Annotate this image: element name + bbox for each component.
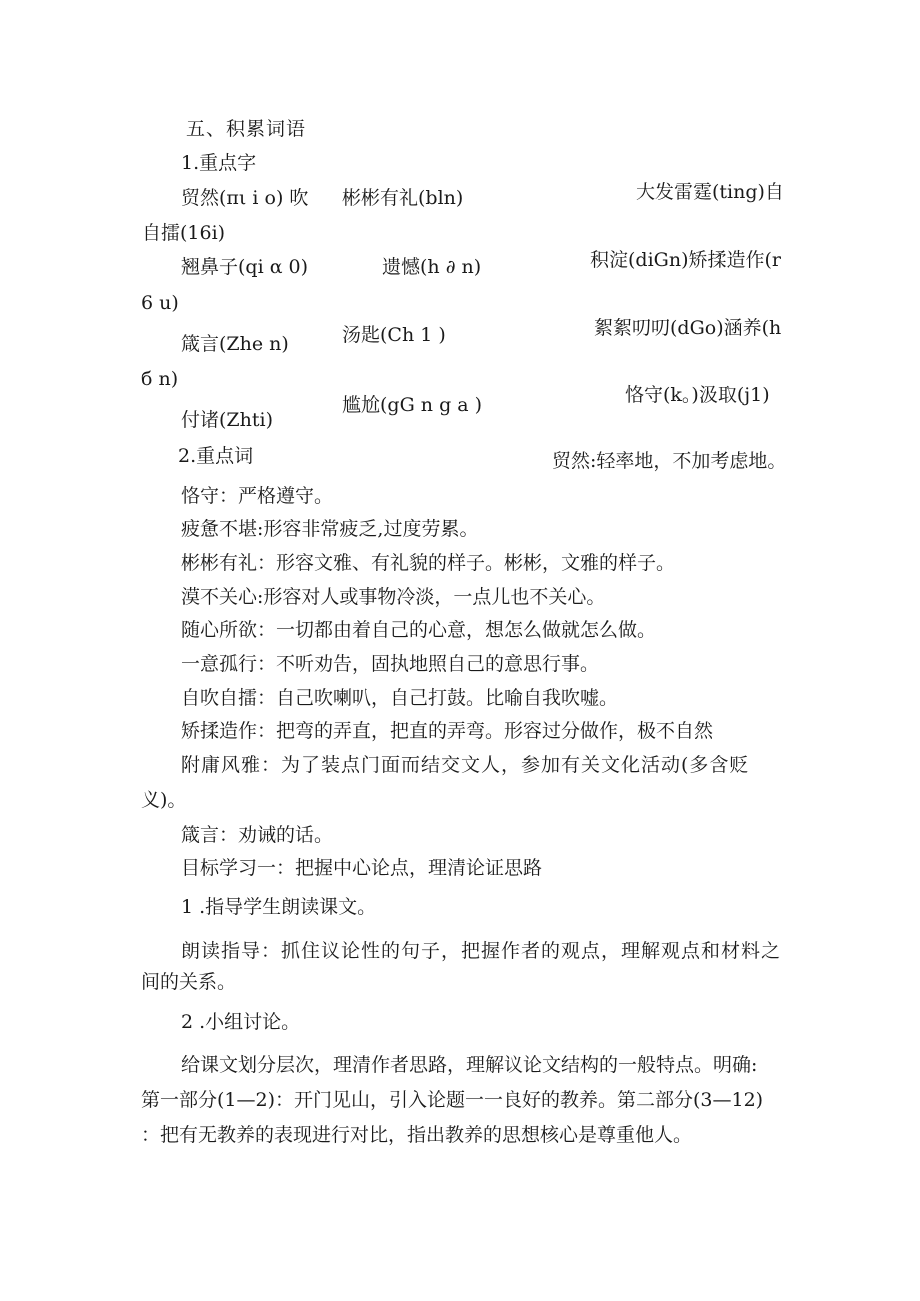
term-definition: 恪守：严格遵守。	[181, 485, 334, 507]
paragraph-line: 间的关系。	[141, 971, 237, 993]
char-entry: 彬彬有礼(bln)	[342, 187, 464, 209]
step-heading: 2 .小组讨论。	[181, 1011, 301, 1033]
char-entry: 恪守(k。)汲取(j1)	[625, 384, 770, 406]
term-definition: 附庸风雅：为了装点门面而结交文人，参加有关文化活动(多含贬	[181, 754, 750, 776]
term-definition: 箴言：劝诫的话。	[181, 824, 334, 846]
char-entry: 6 u)	[141, 292, 179, 314]
char-entry: 贸然:轻率地，不加考虑地。	[552, 450, 787, 472]
char-entry: 汤匙(Ch 1 )	[342, 324, 446, 346]
char-entry: 贸然(πι i o) 吹	[181, 187, 309, 209]
paragraph-line: 朗读指导：抓住议论性的句子，把握作者的观点，理解观点和材料之	[181, 940, 782, 962]
paragraph-line: ：把有无教养的表现进行对比，指出教养的思想核心是尊重他人。	[141, 1124, 693, 1146]
paragraph-line: 第一部分(1—2)：开门见山，引入论题一一良好的教养。第二部分(3—12)	[141, 1089, 764, 1111]
sub-heading: 1.重点字	[181, 152, 257, 174]
char-entry: 尴尬(gG n g a )	[342, 394, 483, 416]
char-entry: 箴言(Zhe n)	[181, 333, 289, 355]
char-entry: 大发雷霆(ting)自	[636, 181, 784, 203]
term-definition: 漠不关心:形容对人或事物冷淡，一点儿也不关心。	[181, 586, 606, 608]
paragraph-line: 给课文划分层次，理清作者思路，理解议论文结构的一般特点。明确:	[181, 1054, 758, 1076]
term-definition: 随心所欲：一切都由着自己的心意，想怎么做就怎么做。	[181, 619, 657, 641]
step-heading: 1 .指导学生朗读课文。	[181, 896, 377, 918]
term-definition: 自吹自擂：自己吹喇叭，自己打鼓。比喻自我吹嘘。	[181, 687, 619, 709]
cut-off-line	[178, 442, 378, 467]
char-entry: 积淀(diGn)矫揉造作(r	[590, 249, 781, 271]
term-definition: 疲惫不堪:形容非常疲乏,过度劳累。	[181, 518, 479, 540]
char-entry: 2.重点词	[178, 445, 254, 467]
term-definition: 一意孤行：不听劝告，固执地照自己的意思行事。	[181, 653, 600, 675]
char-entry: 絮絮叨叨(dGo)涵养(h	[594, 317, 782, 339]
char-entry: 自擂(16i)	[142, 222, 226, 244]
term-definition: 义)。	[141, 789, 187, 811]
char-entry: 翘鼻子(qi α 0)	[181, 256, 309, 278]
char-entry: б n)	[141, 368, 179, 390]
term-definition: 矫揉造作：把弯的弄直，把直的弄弯。形容过分做作，极不自然	[181, 720, 714, 742]
goal-heading: 目标学习一：把握中心论点，理清论证思路	[181, 857, 543, 879]
section-heading: 五、积累词语	[186, 118, 307, 140]
term-definition: 彬彬有礼：形容文雅、有礼貌的样子。彬彬，文雅的样子。	[181, 552, 676, 574]
char-entry: 遗憾(h ∂ n)	[382, 256, 482, 278]
char-entry: 付诸(Zhti)	[181, 409, 273, 431]
